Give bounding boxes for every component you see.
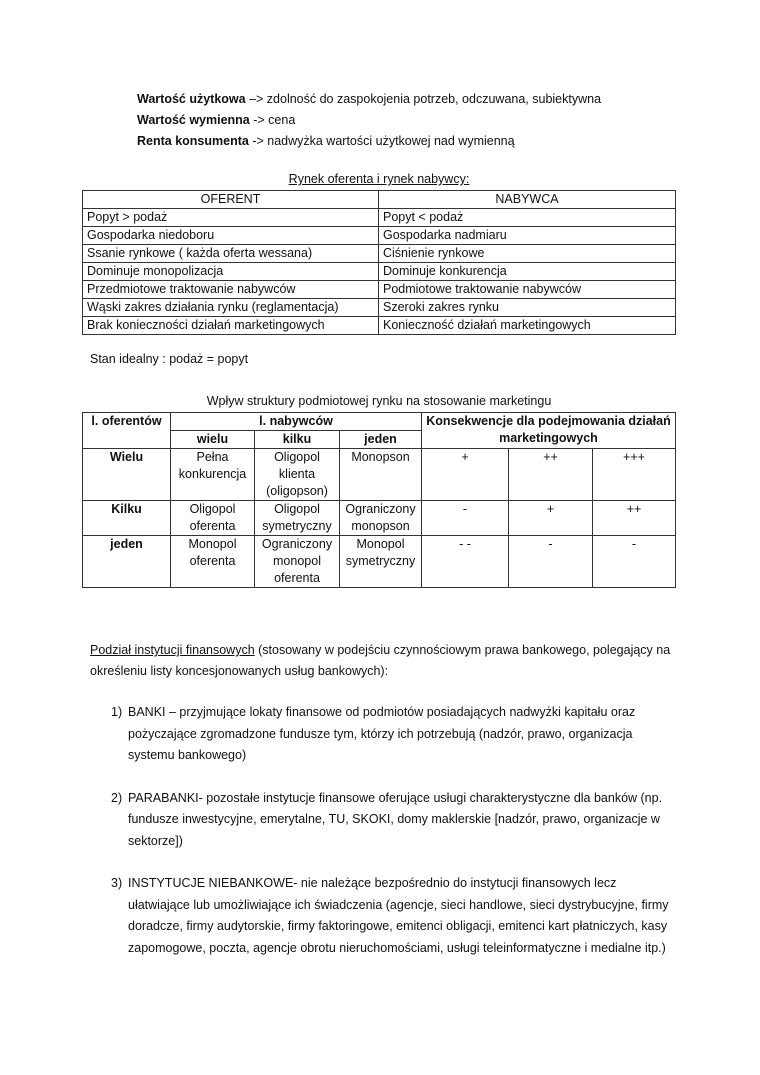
oferent-cell: Wąski zakres działania rynku (reglamentacja)	[83, 299, 379, 317]
ideal-state: Stan idealny : podaż = popyt	[90, 352, 249, 366]
market-structure-cell: Oligopol oferenta	[171, 501, 255, 536]
oferent-cell: Ssanie rynkowe ( każda oferta wessana)	[83, 245, 379, 263]
market-structure-cell: Ograniczony monopol oferenta	[255, 536, 340, 588]
row-label: jeden	[83, 536, 171, 588]
list-item	[90, 873, 680, 959]
structure-table	[82, 412, 676, 588]
oferent-cell: Dominuje monopolizacja	[83, 263, 379, 281]
market-structure-cell: Monopson	[340, 449, 422, 501]
definition	[137, 131, 601, 152]
nabywca-cell: Podmiotowe traktowanie nabywców	[379, 281, 676, 299]
oferent-cell: Przedmiotowe traktowanie nabywców	[83, 281, 379, 299]
list-item	[90, 788, 680, 853]
oferent-cell: Popyt > podaż	[83, 209, 379, 227]
caption-text: Rynek oferenta i rynek nabywcy:	[288, 172, 470, 186]
structure-table-caption: Wpływ struktury podmiotowej rynku na stosowanie marketingu	[206, 394, 552, 408]
list-text: BANKI – przyjmujące lokaty finansowe od podmiotów posiadających nadwyżki kapitału oraz pożyczające zgromadzone fundusze tym, którzy ich potrzebują (nadzór, prawo, organizacja systemu bankowego)	[128, 705, 636, 762]
table-row	[83, 227, 676, 245]
table-row	[83, 536, 676, 588]
header-konsekwencje: Konsekwencje dla podejmowania działań marketingowych	[422, 413, 676, 449]
table-row	[83, 449, 676, 501]
market-structure-cell: Oligopol klienta (oligopson)	[255, 449, 340, 501]
header-oferent: OFERENT	[83, 191, 379, 209]
term: Wartość użytkowa	[137, 92, 246, 106]
oferent-cell: Gospodarka niedoboru	[83, 227, 379, 245]
term: Wartość wymienna	[137, 113, 250, 127]
definition	[137, 110, 601, 131]
header-oferentow: l. oferentów	[83, 413, 171, 449]
list-item	[90, 702, 680, 767]
definitions	[137, 89, 601, 152]
list-text: PARABANKI- pozostałe instytucje finansowe oferujące usługi charakterystyczne dla banków (np. fundusze inwestycyjne, emerytalne, TU, SKOKI, domy maklerskie [nadzór, prawo, organizacje w sektorze])	[128, 790, 663, 848]
consequence-cell: ++	[593, 501, 676, 536]
division-title: Podział instytucji finansowych	[90, 643, 255, 657]
consequence-cell: -	[509, 536, 593, 588]
nabywca-cell: Konieczność działań marketingowych	[379, 317, 676, 335]
nabywca-cell: Dominuje konkurencja	[379, 263, 676, 281]
nabywca-cell: Gospodarka nadmiaru	[379, 227, 676, 245]
nabywca-cell: Popyt < podaż	[379, 209, 676, 227]
definition-text: -> nadwyżka wartości użytkowej nad wymienną	[248, 134, 515, 148]
table-row	[83, 281, 676, 299]
list-text: INSTYTUCJE NIEBANKOWE- nie należące bezpośrednio do instytucji finansowych lecz ułatwiające lub umożliwiające ich świadczenia (agencje, sieci handlowe, sieci dystrybucyjne, firmy doradcze, firmy audytorskie, firmy faktoringowe, emitenci obligacji, emitenci kart płatniczych, kasy zapomogowe, poczta, agencje obrotu nieruchomościami, usługi teleinformatyczne i medialne itp.)	[128, 876, 669, 955]
table-header-row	[83, 191, 676, 209]
header-nabywca: NABYWCA	[379, 191, 676, 209]
table-row	[83, 245, 676, 263]
definition-text: -> cena	[249, 113, 296, 127]
institutions-list	[90, 702, 680, 980]
oferent-cell: Brak konieczności działań marketingowych	[83, 317, 379, 335]
consequence-cell: -	[593, 536, 676, 588]
definition	[137, 89, 601, 110]
row-label: Kilku	[83, 501, 171, 536]
consequence-cell: ++	[509, 449, 593, 501]
consequence-cell: +++	[593, 449, 676, 501]
division-text: (stosowany w podejściu czynnościowym prawa bankowego, polegający na określeniu listy koncesjonowanych usług bankowych):	[90, 643, 671, 678]
list-number: 3)	[111, 876, 123, 890]
nabywca-cell: Ciśnienie rynkowe	[379, 245, 676, 263]
subheader-wielu: wielu	[171, 431, 255, 449]
consequence-cell: -	[422, 501, 509, 536]
table-row	[83, 317, 676, 335]
division-paragraph	[90, 640, 680, 682]
nabywca-cell: Szeroki zakres rynku	[379, 299, 676, 317]
subheader-jeden: jeden	[340, 431, 422, 449]
market-structure-cell: Oligopol symetryczny	[255, 501, 340, 536]
table-row	[83, 209, 676, 227]
market-table-caption	[82, 172, 676, 186]
definition-text: –> zdolność do zaspokojenia potrzeb, odczuwana, subiektywna	[245, 92, 602, 106]
table-header-row	[83, 413, 676, 431]
term: Renta konsumenta	[137, 134, 249, 148]
table-row	[83, 263, 676, 281]
table-row	[83, 501, 676, 536]
consequence-cell: +	[509, 501, 593, 536]
consequence-cell: - -	[422, 536, 509, 588]
market-table	[82, 190, 676, 335]
list-number: 1)	[111, 705, 123, 719]
market-structure-cell: Pełna konkurencja	[171, 449, 255, 501]
consequence-cell: +	[422, 449, 509, 501]
header-nabywcow: l. nabywców	[171, 413, 422, 431]
row-label: Wielu	[83, 449, 171, 501]
market-structure-cell: Monopol oferenta	[171, 536, 255, 588]
subheader-kilku: kilku	[255, 431, 340, 449]
list-number: 2)	[111, 790, 123, 805]
market-structure-cell: Monopol symetryczny	[340, 536, 422, 588]
market-structure-cell: Ograniczony monopson	[340, 501, 422, 536]
table-row	[83, 299, 676, 317]
